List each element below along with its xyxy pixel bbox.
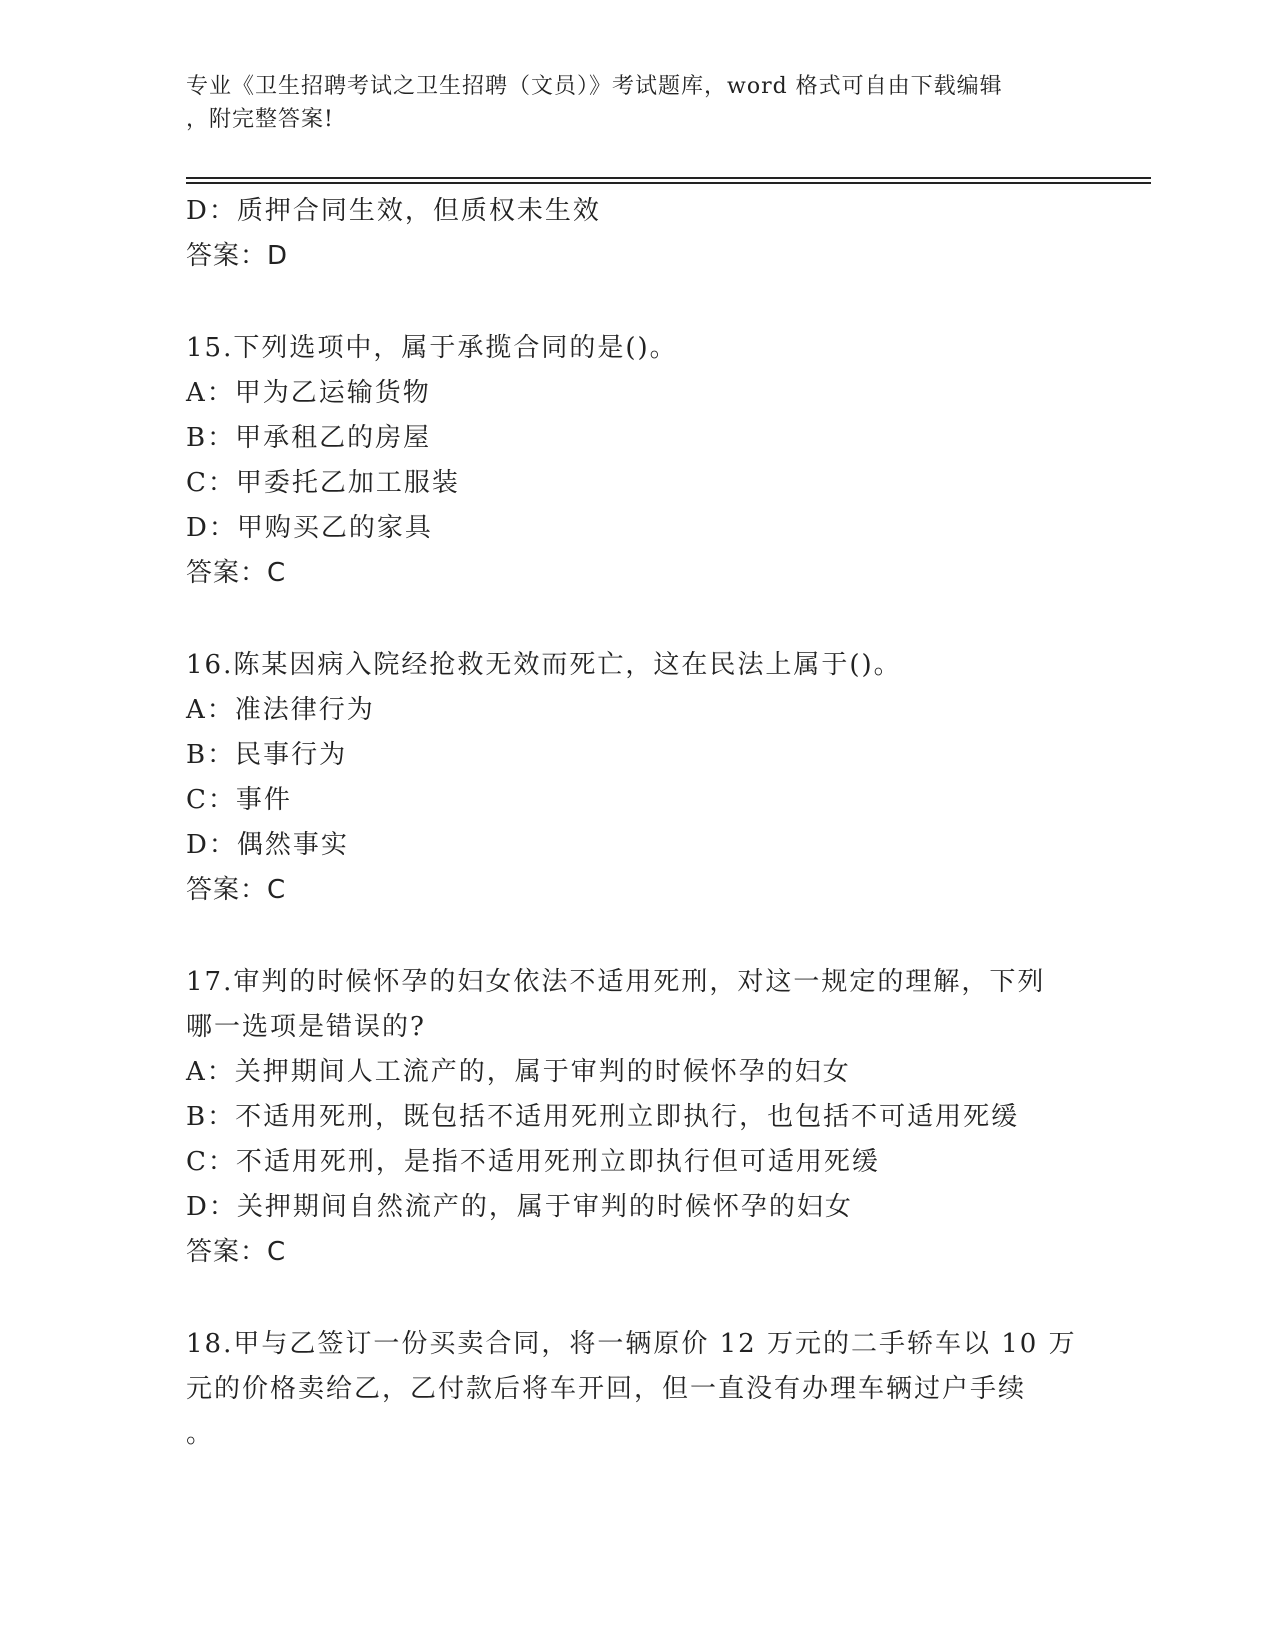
- question-15-answer: 答案：C: [186, 558, 287, 588]
- question-18-text-line-3: 。: [186, 1419, 215, 1449]
- question-17-answer: 答案：C: [186, 1237, 287, 1267]
- question-15: [186, 326, 1086, 596]
- header-divider-top: [186, 177, 1151, 179]
- question-17-option-d: D：关押期间自然流产的，属于审判的时候怀孕的妇女: [186, 1192, 853, 1222]
- prev-option-d: D：质押合同生效，但质权未生效: [186, 196, 601, 226]
- question-17-option-b: B：不适用死刑，既包括不适用死刑立即执行，也包括不可适用死缓: [186, 1102, 1020, 1132]
- question-16-option-d: D：偶然事实: [186, 830, 349, 860]
- question-15-option-d: D：甲购买乙的家具: [186, 513, 433, 543]
- question-15-option-c: C：甲委托乙加工服装: [186, 468, 460, 498]
- question-18-text-line-2: 元的价格卖给乙，乙付款后将车开回，但一直没有办理车辆过户手续: [186, 1374, 1027, 1404]
- prev-answer: 答案：D: [186, 241, 289, 271]
- question-16: [186, 643, 1086, 913]
- question-16-option-b: B：民事行为: [186, 740, 348, 770]
- question-17-text-line-1: 17.审判的时候怀孕的妇女依法不适用死刑，对这一规定的理解，下列: [186, 967, 1046, 997]
- header-line-2: ，附完整答案!: [186, 107, 334, 132]
- header-line-1: 专业《卫生招聘考试之卫生招聘（文员）》考试题库，word 格式可自由下载编辑: [186, 74, 1003, 99]
- question-16-option-c: C：事件: [186, 785, 292, 815]
- question-17-option-c: C：不适用死刑，是指不适用死刑立即执行但可适用死缓: [186, 1147, 880, 1177]
- question-16-option-a: A：准法律行为: [186, 695, 375, 725]
- document-header: [186, 70, 1086, 136]
- question-18: [186, 1322, 1086, 1457]
- question-15-option-b: B：甲承租乙的房屋: [186, 423, 432, 453]
- question-15-option-a: A：甲为乙运输货物: [186, 378, 431, 408]
- question-15-text: 15.下列选项中，属于承揽合同的是()。: [186, 333, 678, 363]
- question-17-option-a: A：关押期间人工流产的，属于审判的时候怀孕的妇女: [186, 1057, 851, 1087]
- question-17-text-line-2: 哪一选项是错误的?: [186, 1012, 426, 1042]
- question-list: [186, 189, 1086, 1457]
- question-16-text: 16.陈某因病入院经抢救无效而死亡，这在民法上属于()。: [186, 650, 902, 680]
- header-divider-bottom: [186, 182, 1151, 184]
- question-16-answer: 答案：C: [186, 875, 287, 905]
- question-17: [186, 960, 1086, 1275]
- question-18-text-line-1: 18.甲与乙签订一份买卖合同，将一辆原价 12 万元的二手轿车以 10 万: [186, 1329, 1077, 1359]
